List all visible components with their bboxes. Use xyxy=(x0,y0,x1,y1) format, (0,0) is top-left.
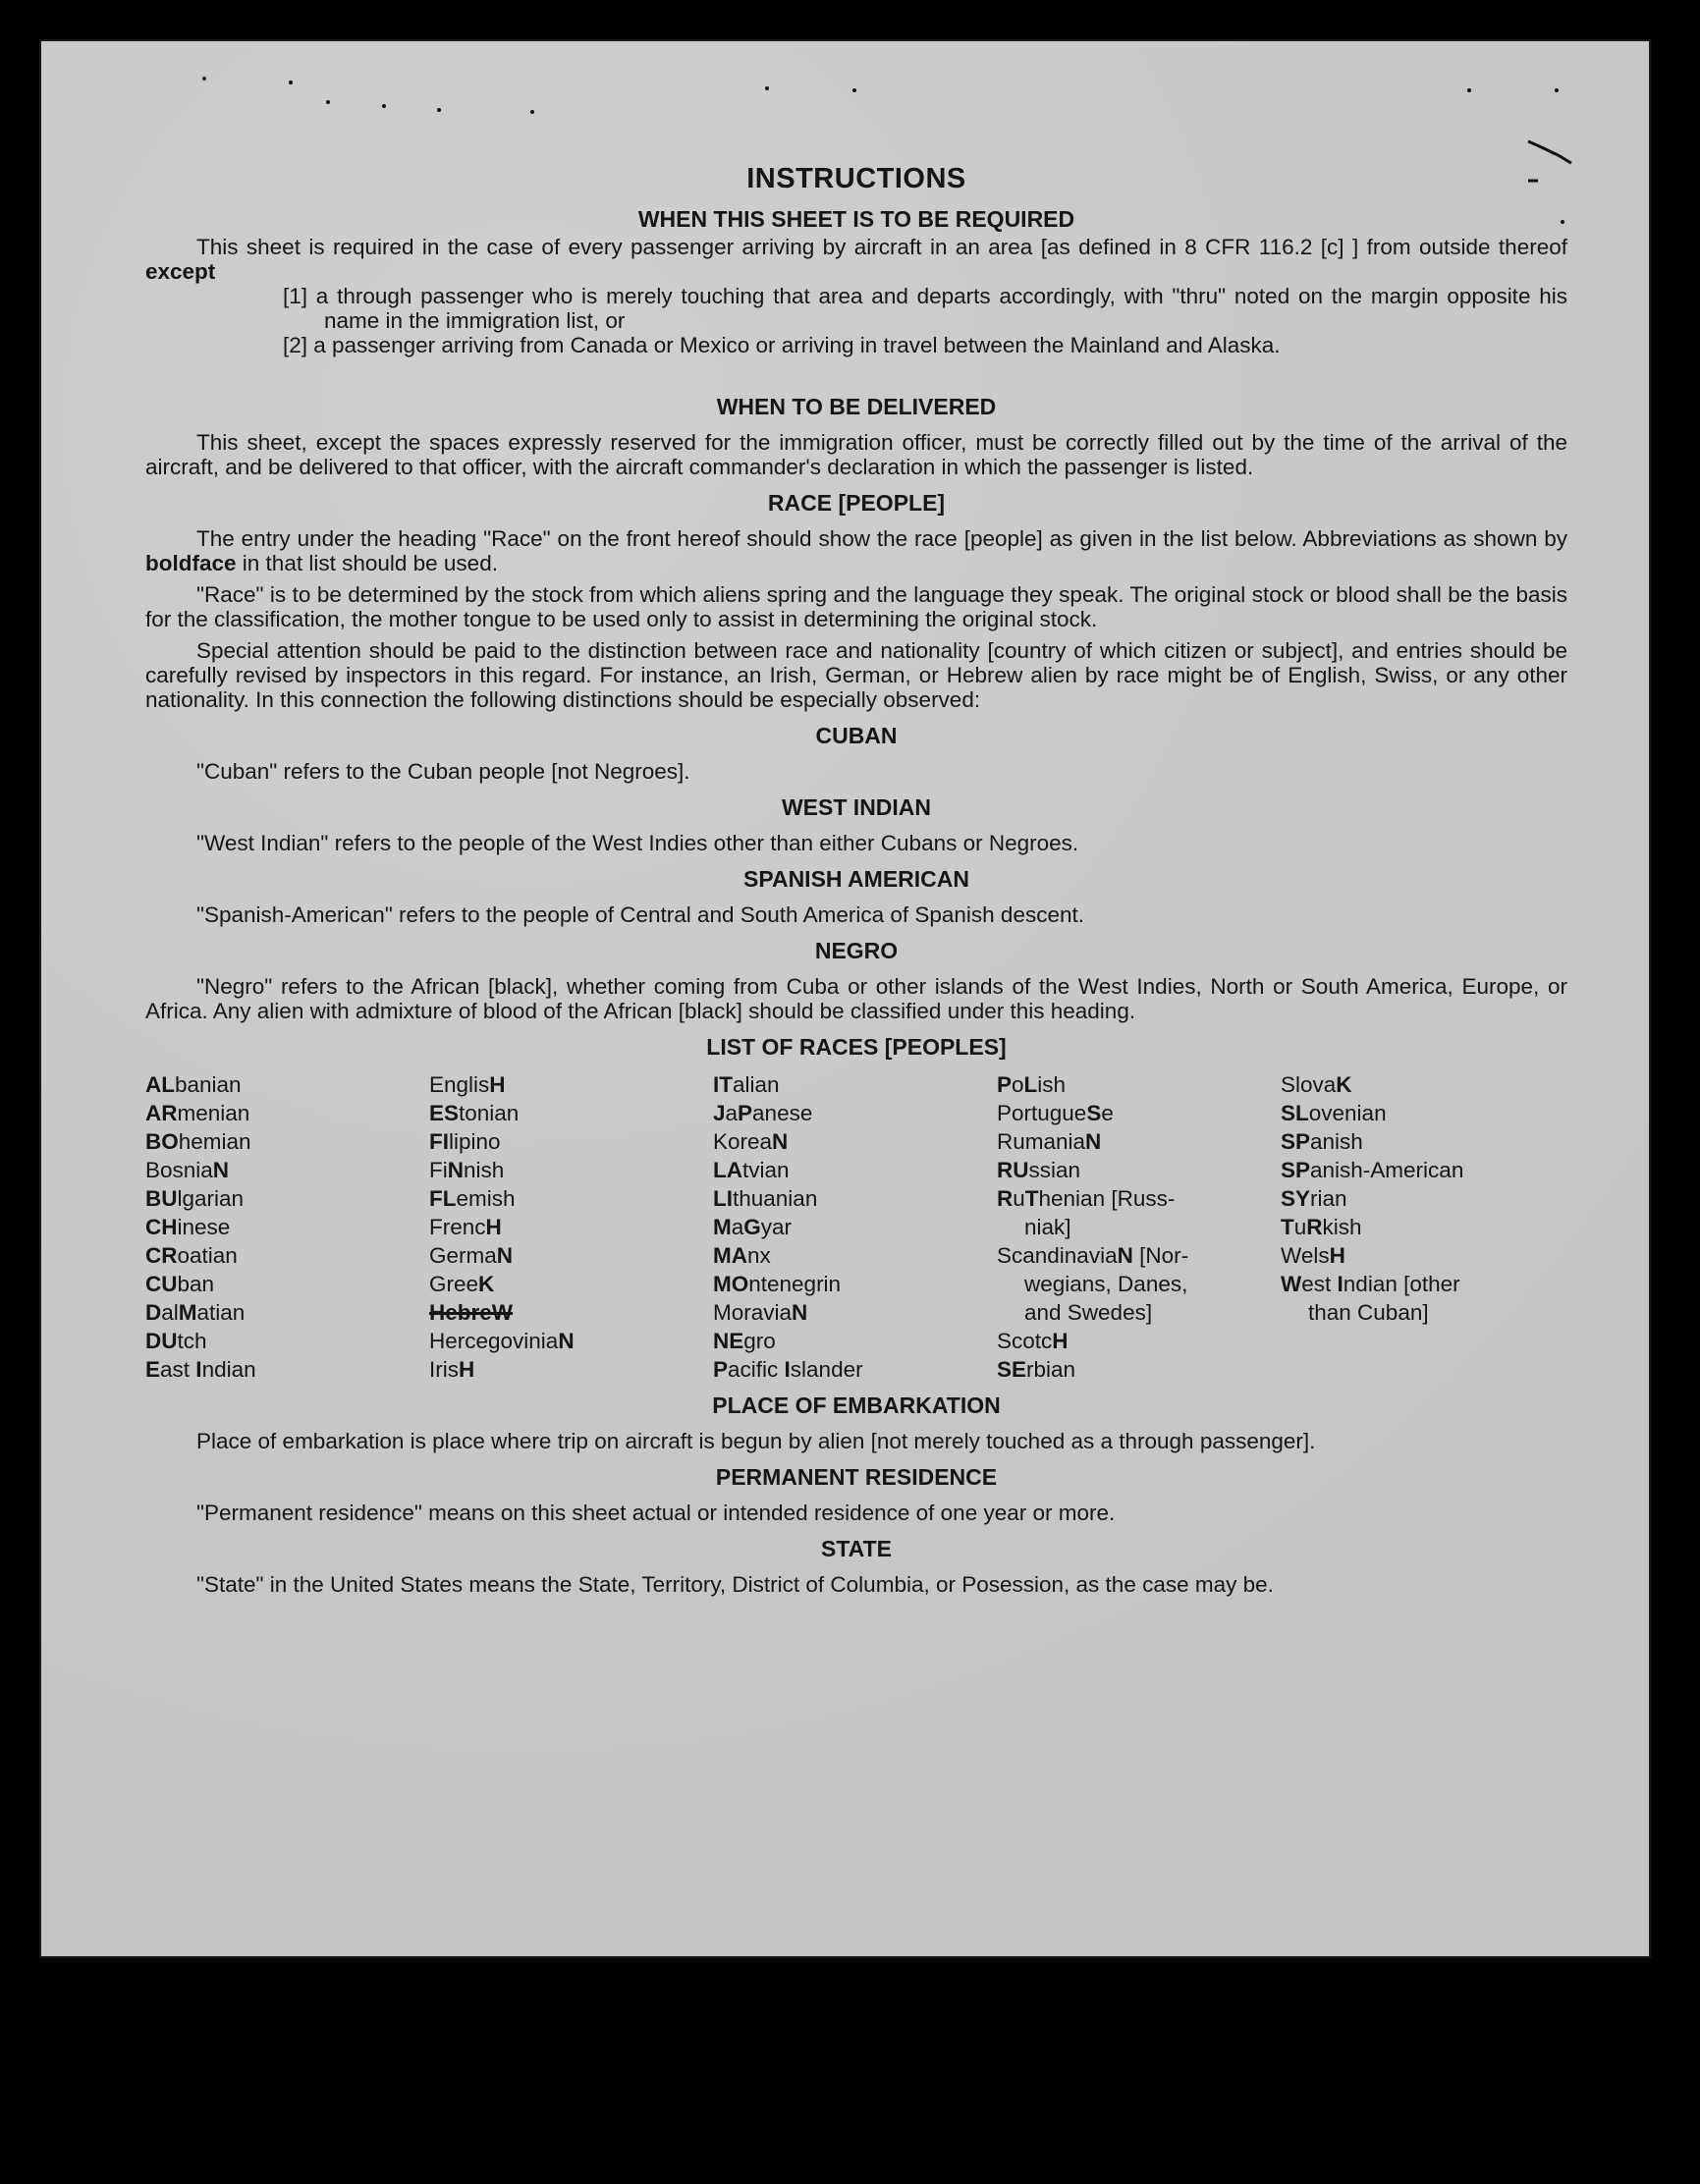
race-entry-part: inese xyxy=(177,1215,231,1239)
race-entry xyxy=(145,1127,429,1156)
race-entry-part: AL xyxy=(145,1072,175,1097)
negro-text: "Negro" refers to the African [black], whether coming from Cuba or other islands of the West Indies, North or South America, Europe, or Africa. Any alien with admixture of blood of the African [black] should be classified under this heading. xyxy=(145,974,1567,1023)
race-entry-part: N xyxy=(1085,1129,1102,1154)
race-entry-part: anese xyxy=(752,1101,813,1125)
race-entry xyxy=(997,1213,1281,1241)
race-entry-part: J xyxy=(713,1101,726,1125)
race-entry xyxy=(429,1070,713,1099)
race-entry xyxy=(1281,1099,1564,1127)
race-entry-part: K xyxy=(1336,1072,1352,1097)
race-entry xyxy=(997,1070,1281,1099)
race-entry-part: P xyxy=(997,1072,1013,1097)
race-entry xyxy=(145,1099,429,1127)
race-entry-part: u xyxy=(1013,1186,1025,1211)
race-entry xyxy=(1281,1070,1564,1099)
race-entry-part: [Nor- xyxy=(1132,1243,1189,1268)
race-entry xyxy=(145,1355,429,1384)
race-entry-part: T xyxy=(1281,1215,1294,1239)
race-entry-part: Moravia xyxy=(713,1300,793,1325)
race-entry xyxy=(145,1327,429,1355)
race-entry xyxy=(429,1270,713,1298)
race-entry xyxy=(145,1156,429,1184)
race-entry xyxy=(429,1156,713,1184)
race-entry-part: LI xyxy=(713,1186,733,1211)
race-entry-part: u xyxy=(1293,1215,1307,1239)
race-entry-part: nx xyxy=(747,1243,771,1268)
race-entry-part: lipino xyxy=(449,1129,501,1154)
race-entry-part: N xyxy=(772,1129,789,1154)
section-heading-race: RACE [PEOPLE] xyxy=(767,490,946,516)
race-entry-part: N xyxy=(1117,1243,1133,1268)
race-entry-part: HebreW xyxy=(429,1300,514,1325)
race-entry-part: CH xyxy=(145,1215,178,1239)
race-entry-part: oatian xyxy=(177,1243,238,1268)
race-entry xyxy=(713,1355,997,1384)
race-entry xyxy=(429,1184,713,1213)
race-entry-part: Hercegovinia xyxy=(429,1329,559,1353)
race-entry-part: rian xyxy=(1310,1186,1347,1211)
race-entry-part: G xyxy=(743,1215,761,1239)
race-entry xyxy=(1281,1213,1564,1241)
section-heading-west-indian: WEST INDIAN xyxy=(781,794,932,820)
race-entry xyxy=(1281,1184,1564,1213)
document-sheet xyxy=(41,41,1649,1956)
race-entry-part: FL xyxy=(429,1186,457,1211)
race-entry xyxy=(429,1213,713,1241)
race-entry-part: e xyxy=(1101,1101,1114,1125)
race-entry xyxy=(145,1184,429,1213)
race-entry-part: tvian xyxy=(742,1158,790,1182)
race-entry xyxy=(997,1241,1281,1270)
scan-speck xyxy=(326,100,330,104)
race-entry xyxy=(997,1270,1281,1298)
race-entry-part: ish xyxy=(1037,1072,1067,1097)
race-entry-part: SY xyxy=(1281,1186,1311,1211)
race-entry xyxy=(429,1327,713,1355)
race-entry-part: Gree xyxy=(429,1272,479,1296)
race-entry xyxy=(1281,1241,1564,1270)
race-entry-part: N xyxy=(558,1329,575,1353)
race-entry-part: DU xyxy=(145,1329,178,1353)
section-heading-cuban: CUBAN xyxy=(815,723,898,748)
race-entry xyxy=(429,1298,713,1327)
race-entry-part: LA xyxy=(713,1158,742,1182)
race-entry-part: thuanian xyxy=(733,1186,818,1211)
embarkation-text: Place of embarkation is place where trip on aircraft is begun by alien [not merely touched as a through passenger]. xyxy=(196,1429,1316,1453)
race-entry-part: Scandinavia xyxy=(997,1243,1118,1268)
race-entry-part: anish xyxy=(1310,1129,1363,1154)
scan-speck xyxy=(289,81,293,84)
race-entry xyxy=(429,1355,713,1384)
section-heading-required: WHEN THIS SHEET IS TO BE REQUIRED xyxy=(637,206,1075,232)
race-entry-part: N xyxy=(447,1158,464,1182)
scan-speck xyxy=(437,108,441,112)
race-paragraph-3: Special attention should be paid to the distinction between race and nationality [country of which citizen or subject], and entries should be carefully revised by inspectors in this regard. For instance, an Irish, German, or Hebrew alien by race might be of English, Swiss, or any other nationality. In this connection the following distinctions should be especially observed: xyxy=(145,638,1567,712)
race-entry-part: Korea xyxy=(713,1129,773,1154)
races-column xyxy=(997,1070,1281,1384)
race-entry-part: banian xyxy=(175,1072,242,1097)
race-entry-part: menian xyxy=(177,1101,250,1125)
race-entry-part: MO xyxy=(713,1272,749,1296)
race-entry-part: H xyxy=(489,1072,506,1097)
race-entry xyxy=(713,1099,997,1127)
race-entry-part: P xyxy=(713,1357,729,1382)
section-heading-embarkation: PLACE OF EMBARKATION xyxy=(712,1392,1001,1418)
section-heading-negro: NEGRO xyxy=(814,938,899,963)
races-column xyxy=(1281,1070,1564,1384)
race-entry-part: E xyxy=(145,1357,161,1382)
race-entry-part: MA xyxy=(713,1243,747,1268)
race-entry-part: henian [Russ- xyxy=(1038,1186,1176,1211)
race-entry-part: Wels xyxy=(1281,1243,1330,1268)
race-entry-part: R xyxy=(1306,1215,1323,1239)
race-entry-part: nish xyxy=(464,1158,505,1182)
race-entry-part: o xyxy=(1012,1072,1024,1097)
race-entry-part: N xyxy=(212,1158,230,1182)
race-entry-part: M xyxy=(178,1300,197,1325)
race-paragraph-2: "Race" is to be determined by the stock from which aliens spring and the language they speak. The original stock or blood shall be the basis for the classification, the mother tongue to be used only to assist in determining the original stock. xyxy=(145,582,1567,631)
race-entry xyxy=(1281,1127,1564,1156)
race-entry xyxy=(713,1327,997,1355)
race-entry-part: L xyxy=(1023,1072,1038,1097)
race-entry-part: SL xyxy=(1281,1101,1309,1125)
race-entry-part: I xyxy=(1337,1272,1344,1296)
race-entry-part: K xyxy=(478,1272,495,1296)
required-item-2: [2] a passenger arriving from Canada or Mexico or arriving in travel between the Mainland and Alaska. xyxy=(283,333,1281,357)
race-entry-part: H xyxy=(1052,1329,1069,1353)
race-entry-part: than Cuban] xyxy=(1308,1300,1429,1325)
race-entry xyxy=(713,1213,997,1241)
race-entry-part: ast xyxy=(160,1357,196,1382)
race-entry-part: AR xyxy=(145,1101,178,1125)
section-heading-delivered: WHEN TO BE DELIVERED xyxy=(716,394,997,419)
race-entry-part: S xyxy=(1086,1101,1102,1125)
race-entry-part: kish xyxy=(1322,1215,1362,1239)
scan-speck xyxy=(852,88,856,92)
race-entry-part: I xyxy=(784,1357,791,1382)
race-entry-part: W xyxy=(1281,1272,1302,1296)
scan-speck xyxy=(765,86,769,90)
spanish-american-text: "Spanish-American" refers to the people of Central and South America of Spanish descent. xyxy=(196,902,1084,927)
race-entry-part: Germa xyxy=(429,1243,497,1268)
race-entry xyxy=(997,1184,1281,1213)
race-entry-part: rbian xyxy=(1026,1357,1076,1382)
race-entry xyxy=(713,1156,997,1184)
race-entry-part: al xyxy=(161,1300,179,1325)
race-entry-part: lgarian xyxy=(177,1186,245,1211)
race-entry xyxy=(713,1241,997,1270)
race-entry-part: M xyxy=(713,1215,732,1239)
races-column xyxy=(145,1070,429,1384)
race-entry-part: gro xyxy=(743,1329,776,1353)
race-entry xyxy=(145,1241,429,1270)
race-entry xyxy=(145,1298,429,1327)
race-entry-part: CR xyxy=(145,1243,178,1268)
race-entry xyxy=(713,1127,997,1156)
race-entry-part: H xyxy=(485,1215,502,1239)
race-entry-part: Slova xyxy=(1281,1072,1337,1097)
race-entry-part: H xyxy=(459,1357,475,1382)
race-entry-part: P xyxy=(738,1101,753,1125)
race-entry-part: ssian xyxy=(1028,1158,1081,1182)
race-entry-part: NE xyxy=(713,1329,744,1353)
race-entry-part: D xyxy=(145,1300,162,1325)
scan-speck xyxy=(1555,88,1559,92)
race-entry xyxy=(145,1270,429,1298)
race-paragraph-1: The entry under the heading "Race" on the front hereof should show the race [people] as given in the list below. Abbreviations as shown by boldface in that list should be used. xyxy=(145,526,1567,575)
races-list xyxy=(145,1070,1567,1384)
race-entry-part: acific xyxy=(728,1357,785,1382)
race-entry xyxy=(1281,1298,1564,1327)
race-entry xyxy=(997,1156,1281,1184)
race-entry xyxy=(429,1241,713,1270)
race-entry-part: alian xyxy=(733,1072,780,1097)
race-entry xyxy=(429,1099,713,1127)
race-entry-part: wegians, Danes, xyxy=(1024,1272,1188,1296)
race-entry-part: FI xyxy=(429,1129,449,1154)
races-column xyxy=(429,1070,713,1384)
cuban-text: "Cuban" refers to the Cuban people [not Negroes]. xyxy=(196,759,690,784)
scan-speck xyxy=(382,104,386,108)
section-heading-state: STATE xyxy=(821,1536,892,1561)
scan-speck xyxy=(1467,88,1471,92)
race-entry-part: hemian xyxy=(178,1129,251,1154)
delivered-text: This sheet, except the spaces expressly reserved for the immigration officer, must be correctly filled out by the time of the arrival of the aircraft, and be delivered to that officer, with the aircraft commander's declaration in which the passenger is listed. xyxy=(145,430,1567,479)
race-entry-part: est xyxy=(1301,1272,1338,1296)
race-entry-part: Bosnia xyxy=(145,1158,213,1182)
race-entry-part: SP xyxy=(1281,1129,1311,1154)
race-entry-part: Rumania xyxy=(997,1129,1086,1154)
race-entry xyxy=(997,1127,1281,1156)
state-text: "State" in the United States means the State, Territory, District of Columbia, or Posession, as the case may be. xyxy=(196,1572,1274,1597)
race-entry-part: SP xyxy=(1281,1158,1311,1182)
race-entry xyxy=(1281,1156,1564,1184)
race-entry-part: ndian [other xyxy=(1343,1272,1460,1296)
race-entry-part: N xyxy=(792,1300,808,1325)
race-entry-part: SE xyxy=(997,1357,1027,1382)
race-entry-part: BU xyxy=(145,1186,178,1211)
race-entry-part: niak] xyxy=(1024,1215,1071,1239)
race-entry xyxy=(713,1298,997,1327)
race-entry xyxy=(997,1298,1281,1327)
required-item-1: [1] a through passenger who is merely touching that area and departs accordingly, with "thru" noted on the margin opposite his name in the immigration list, or xyxy=(283,284,1567,333)
race-entry-part: tch xyxy=(177,1329,207,1353)
race-entry-part: T xyxy=(1024,1186,1039,1211)
race-entry-part: CU xyxy=(145,1272,178,1296)
residence-text: "Permanent residence" means on this sheet actual or intended residence of one year or more. xyxy=(196,1501,1116,1525)
race-entry-part: ES xyxy=(429,1101,460,1125)
race-entry xyxy=(997,1099,1281,1127)
race-entry-part: BO xyxy=(145,1129,179,1154)
race-entry-part: yar xyxy=(760,1215,793,1239)
page-title: INSTRUCTIONS xyxy=(746,163,966,194)
race-entry-part: N xyxy=(496,1243,514,1268)
race-entry-part: tonian xyxy=(459,1101,520,1125)
race-entry-part: anish-American xyxy=(1310,1158,1464,1182)
race-entry-part: R xyxy=(997,1186,1014,1211)
race-entry xyxy=(145,1070,429,1099)
race-entry-part: RU xyxy=(997,1158,1029,1182)
scan-speck xyxy=(202,77,206,81)
race-entry-part: ntenegrin xyxy=(748,1272,842,1296)
race-entry xyxy=(713,1270,997,1298)
race-entry-part: H xyxy=(1329,1243,1345,1268)
race-entry xyxy=(429,1127,713,1156)
race-entry xyxy=(997,1327,1281,1355)
race-entry xyxy=(145,1213,429,1241)
race-entry-part: a xyxy=(731,1215,744,1239)
race-entry-part: a xyxy=(725,1101,739,1125)
race-entry-part: Portugue xyxy=(997,1101,1087,1125)
required-intro: This sheet is required in the case of every passenger arriving by aircraft in an area [as defined in 8 CFR 116.2 [c] ] from outside thereof except xyxy=(145,235,1567,284)
race-entry-part: ban xyxy=(177,1272,215,1296)
race-entry-part: Iris xyxy=(429,1357,459,1382)
race-entry xyxy=(713,1070,997,1099)
race-entry-part: I xyxy=(195,1357,202,1382)
race-entry-part: Englis xyxy=(429,1072,490,1097)
race-entry-part: ovenian xyxy=(1308,1101,1387,1125)
race-entry-part: IT xyxy=(713,1072,733,1097)
section-heading-residence: PERMANENT RESIDENCE xyxy=(715,1464,998,1490)
race-entry xyxy=(997,1355,1281,1384)
scan-speck xyxy=(530,110,534,114)
race-entry-part: ndian xyxy=(201,1357,256,1382)
race-entry-part: Frenc xyxy=(429,1215,486,1239)
race-entry-part: Scotc xyxy=(997,1329,1053,1353)
race-entry-part: atian xyxy=(196,1300,246,1325)
section-heading-spanish-american: SPANISH AMERICAN xyxy=(742,866,969,892)
race-entry xyxy=(713,1184,997,1213)
races-column xyxy=(713,1070,997,1384)
race-entry xyxy=(1281,1270,1564,1298)
race-entry-part: Fi xyxy=(429,1158,448,1182)
race-entry-part: emish xyxy=(456,1186,516,1211)
race-entry-part: and Swedes] xyxy=(1024,1300,1153,1325)
section-heading-races-list: LIST OF RACES [PEOPLES] xyxy=(706,1034,1007,1060)
race-entry-part: slander xyxy=(790,1357,863,1382)
instructions-content xyxy=(145,163,1567,1597)
west-indian-text: "West Indian" refers to the people of the West Indies other than either Cubans or Negroes. xyxy=(196,831,1079,855)
